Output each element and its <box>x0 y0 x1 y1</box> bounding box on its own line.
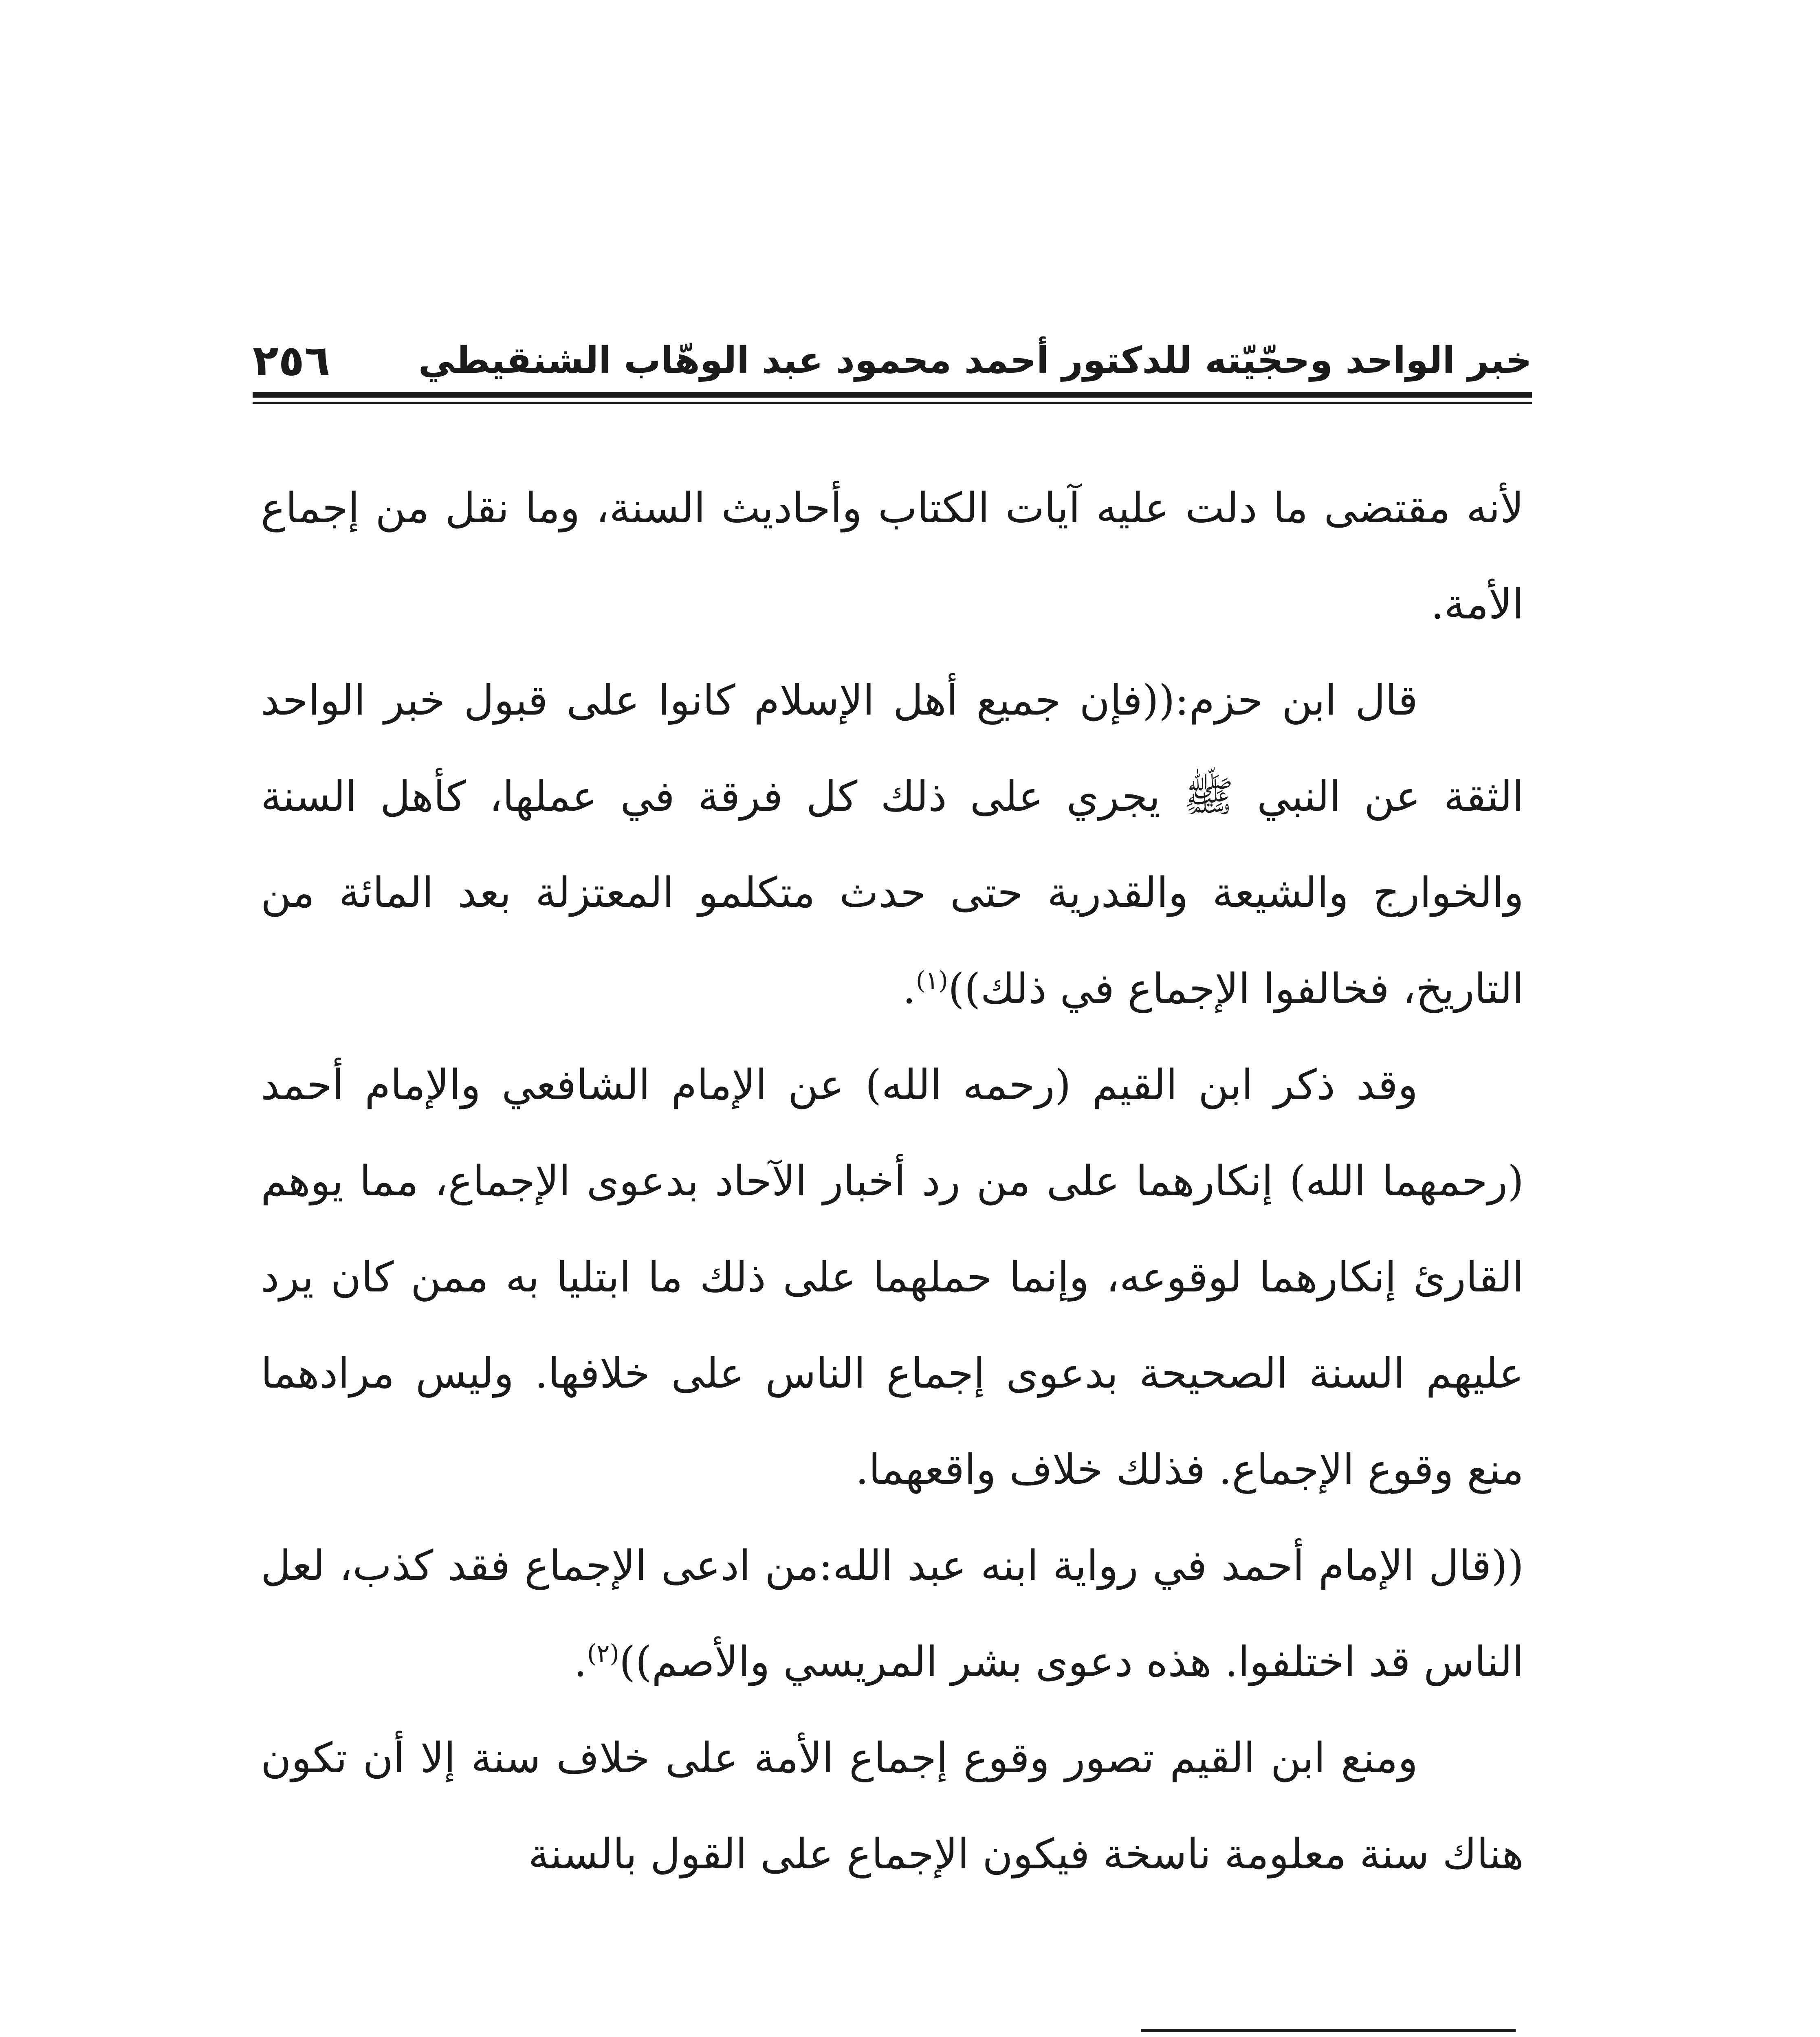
header-rule-thick <box>253 392 1532 398</box>
footnote-ref-2: (٢) <box>587 1639 619 1668</box>
page-number: ٢٥٦ <box>253 336 330 385</box>
paragraph-2-text: قال ابن حزم:((فإن جميع أهل الإسلام كانوا على قبول خبر الواحد الثقة عن النبي ﷺ يجري على ذلك كل فرقة في عملها، كأهل السنة والخوارج والشيعة والقدرية حتى حدث متكلمو المعتزلة بعد المائة من التاريخ، فخالفوا الإجماع في ذلك)) <box>261 676 1524 1013</box>
footnote-separator <box>1141 2029 1516 2032</box>
main-text <box>261 460 1524 1903</box>
paragraph-4-text: ((قال الإمام أحمد في رواية ابنه عبد الله:من ادعى الإجماع فقد كذب، لعل الناس قد اختلفوا. هذه دعوى بشر المريسي والأصم)) <box>261 1542 1524 1686</box>
footnote-ref-1: (١) <box>916 966 948 995</box>
paragraph-2: قال ابن حزم:((فإن جميع أهل الإسلام كانوا على قبول خبر الواحد الثقة عن النبي ﷺ يجري على ذلك كل فرقة في عملها، كأهل السنة والخوارج والشيعة والقدرية حتى حدث متكلمو المعتزلة بعد المائة من التاريخ، فخالفوا الإجماع في ذلك))$^{(١)}$. <box>261 676 1524 1013</box>
paragraph-3: وقد ذكر ابن القيم (رحمه الله) عن الإمام الشافعي والإمام أحمد (رحمهما الله) إنكارهما على من رد أخبار الآحاد بدعوى الإجماع، مما يوهم القارئ إنكارهما لوقوعه، وإنما حملهما على ذلك ما ابتليا به ممن كان يرد عليهم السنة الصحيحة بدعوى إجماع الناس على خلافها. وليس مرادهما منع وقوع الإجماع. فذلك خلاف واقعهما. <box>261 1061 1524 1494</box>
running-title: خبر الواحد وحجّيّته للدكتور أحمد محمود عبد الوهّاب الشنقيطي <box>418 339 1532 382</box>
paragraph-5: ومنع ابن القيم تصور وقوع إجماع الأمة على خلاف سنة إلا أن تكون هناك سنة معلومة ناسخة فيكون الإجماع على القول بالسنة <box>261 1734 1524 1879</box>
header-rule-thin <box>253 402 1532 404</box>
paragraph-4: ((قال الإمام أحمد في رواية ابنه عبد الله:من ادعى الإجماع فقد كذب، لعل الناس قد اختلفوا. هذه دعوى بشر المريسي والأصم))$^{(٢)}$. <box>261 1542 1524 1686</box>
paragraph-1: لأنه مقتضى ما دلت عليه آيات الكتاب وأحاديث السنة، وما نقل من إجماع الأمة. <box>261 484 1524 629</box>
page-header <box>253 330 1532 411</box>
